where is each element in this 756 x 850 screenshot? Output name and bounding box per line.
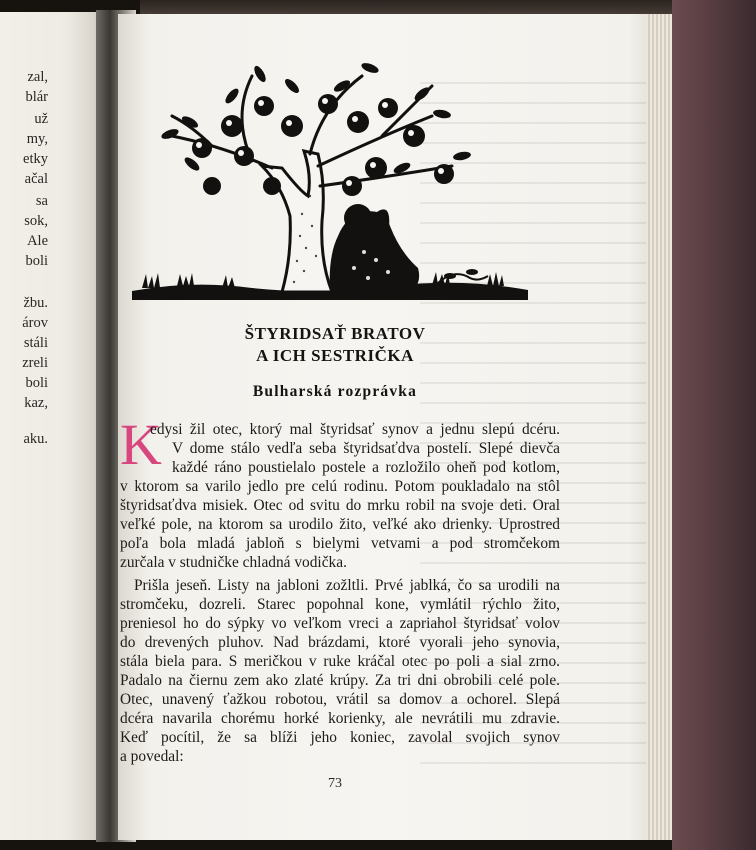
drop-cap: K <box>120 412 162 477</box>
left-page-text-fragment: stáli <box>23 335 48 351</box>
page-number: 73 <box>328 776 342 791</box>
body-line: zurčala v studničke chladná vodička. <box>120 554 347 571</box>
left-page-text-fragment: žbu. <box>23 295 48 311</box>
body-line: Keď pocítil, že sa blíži jeho koniec, zavolal svojich synov <box>120 729 560 746</box>
left-page-text-fragment: blár <box>25 89 48 105</box>
left-page-text-fragment: sok, <box>24 213 48 229</box>
body-line: do drevených pluhov. Nad brázdami, ktoré vyorali jeho synovia, <box>120 634 560 651</box>
body-line: štyridsaťdva misiek. Otec od svitu do mrku robil na svoje deti. Oral <box>120 497 560 514</box>
left-page-text-fragment: kaz, <box>24 395 48 411</box>
body-line: preniesol ho do sýpky vo veľkom vreci a zapriahol štyridsať volov <box>120 615 560 632</box>
left-page-text-fragment: zal, <box>27 69 48 85</box>
left-page-text-fragment: Ale <box>27 233 48 249</box>
body-line: edysi žil otec, ktorý mal štyridsať synov a jednu slepú dcéru. <box>150 421 560 438</box>
left-page-text-fragment: sa <box>35 193 48 209</box>
body-line: stromčeku, dozreli. Starec popohnal kone, vymlátil rýchlo žito, <box>120 596 560 613</box>
body-line: Padalo na čiernu zem ako zlaté krúpy. Za tri dni obrobili celé pole. <box>120 672 560 689</box>
story-title-line-2: A ICH SESTRIČKA <box>256 346 414 365</box>
left-page-text-fragment: boli <box>25 375 48 391</box>
body-line: veľké pole, na ktorom sa urodilo žito, veľké ako drienky. Uprostred <box>120 516 560 533</box>
left-page <box>0 12 110 840</box>
story-title-line-1: ŠTYRIDSAŤ BRATOV <box>244 324 426 343</box>
body-line: a povedal: <box>120 748 184 765</box>
left-page-text-fragment: už <box>34 111 48 127</box>
body-line: poľa bola mladá jabloň s bielymi vetvami a pod stromčekom <box>120 535 560 552</box>
left-page-text-fragment: ačal <box>24 171 48 187</box>
left-page-text-fragment: árov <box>22 315 48 331</box>
body-line: dcéra navarila chorému horké korienky, ale nevrátili mu zdravie. <box>120 710 560 727</box>
book-cover <box>672 0 756 850</box>
apple-tree-illustration <box>132 56 528 308</box>
story-subtitle: Bulharská rozprávka <box>252 383 418 400</box>
left-page-text-fragment: boli <box>25 253 48 269</box>
left-page-text-fragment: etky <box>23 151 48 167</box>
body-line: každé ráno poustielalo postele a rozložilo oheň pod kotlom, <box>172 459 560 476</box>
body-line: Prišla jeseň. Listy na jabloni zožltli. Prvé jablká, čo sa urodili na <box>134 577 560 594</box>
body-line: V dome stálo vedľa seba štyridsaťdva postelí. Slepé dievča <box>172 440 560 457</box>
body-line: Otec, unavený ťažkou robotou, vrátil sa domov a ochorel. Slepá <box>120 691 560 708</box>
left-page-text-fragment: my, <box>26 131 48 147</box>
body-line: stála biela para. S meričkou v ruke kráčal otec po poli a sial zrno. <box>120 653 560 670</box>
left-page-text-fragment: aku. <box>23 431 48 447</box>
body-line: v ktorom sa varilo jedlo pre celú rodinu. Potom poukladalo na stôl <box>120 478 560 495</box>
left-page-text-fragment: zreli <box>22 355 48 371</box>
